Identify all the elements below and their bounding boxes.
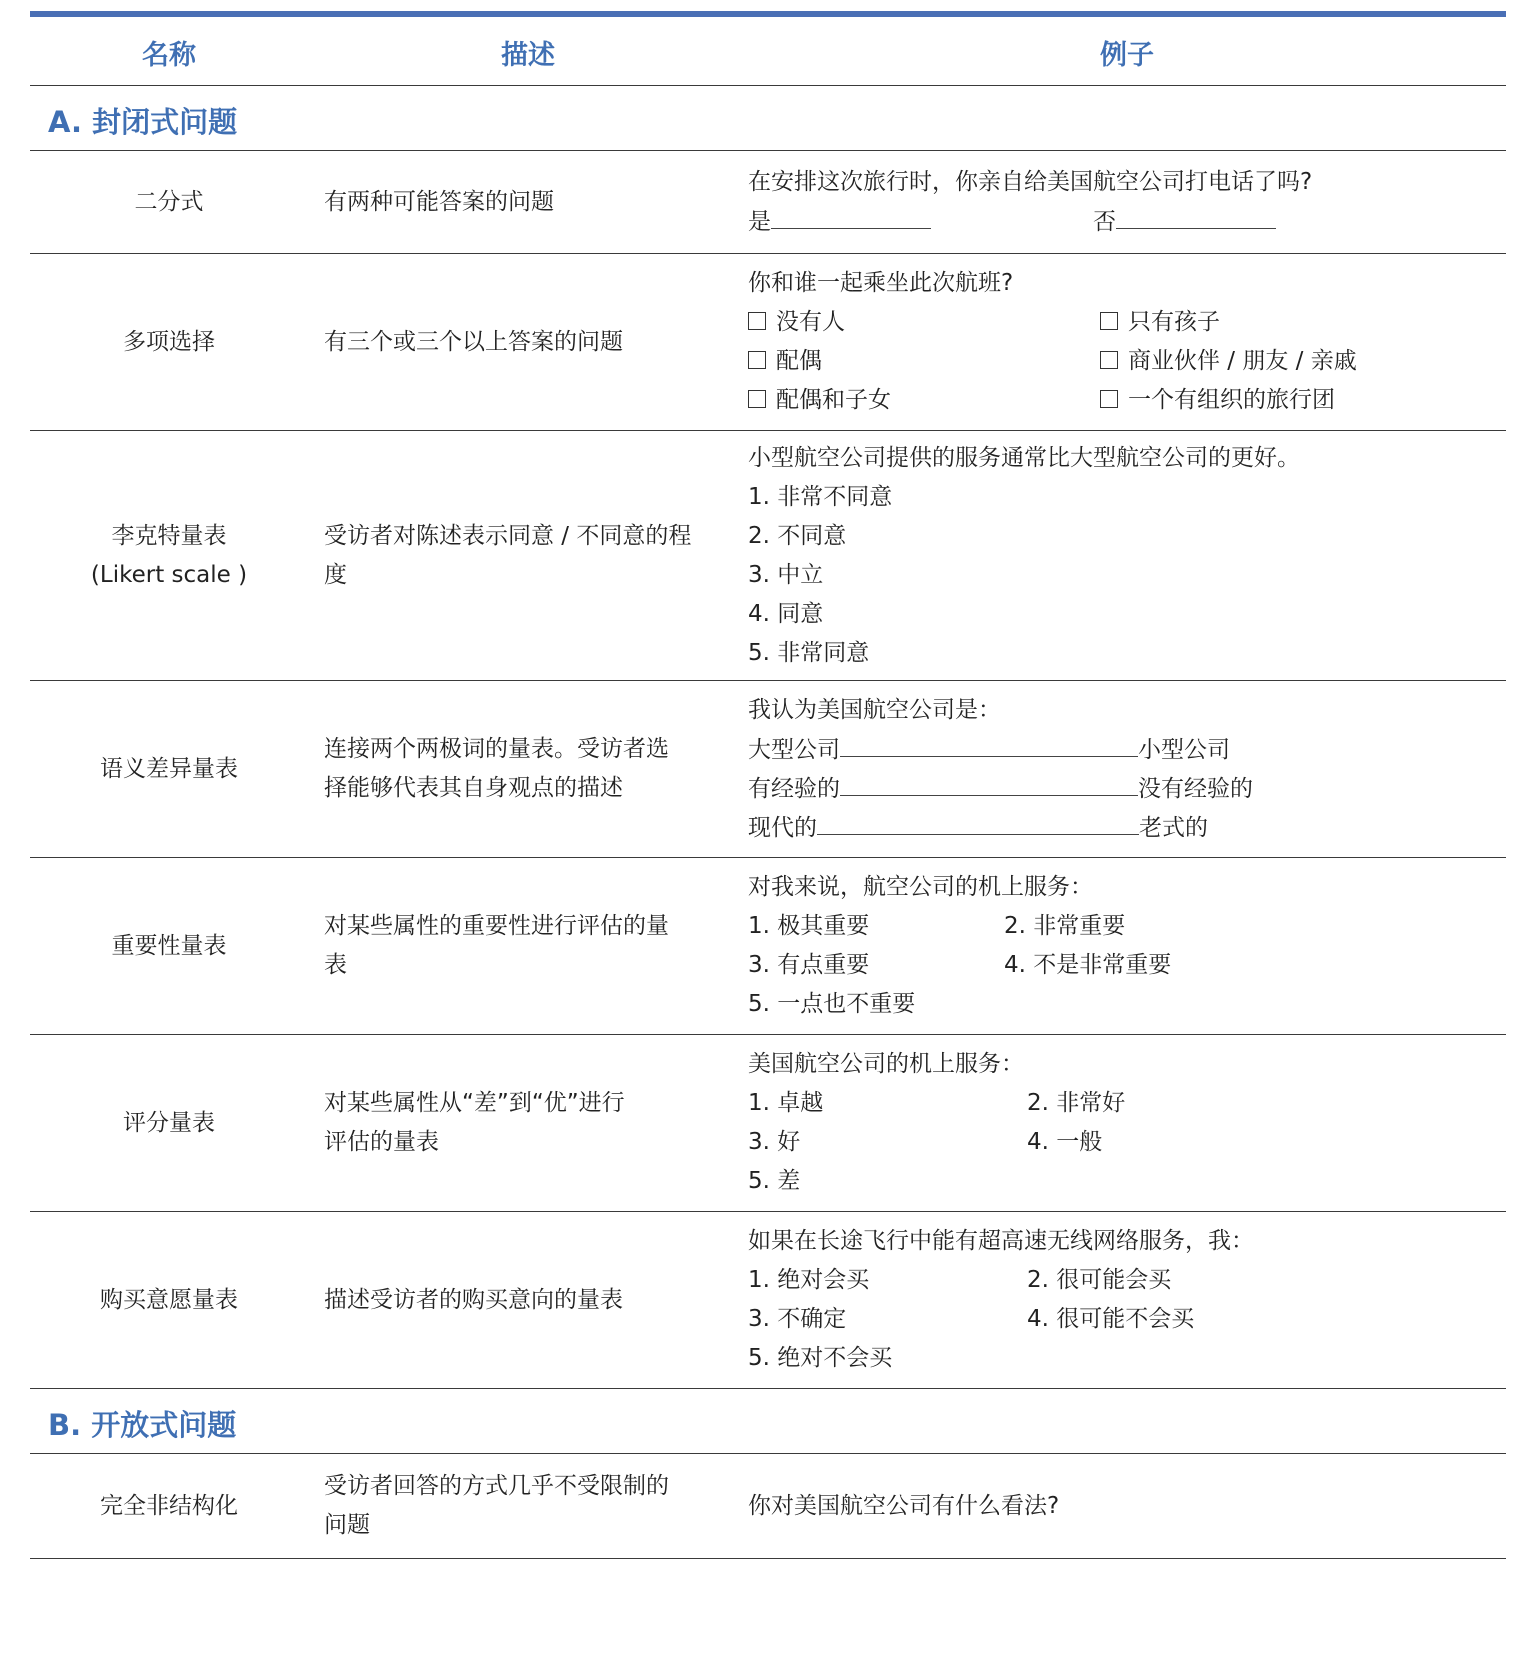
option-label: 1. 绝对会买 — [748, 1267, 870, 1293]
row-description: 受访者回答的方式几乎不受限制的 问题 — [324, 1473, 669, 1538]
table-row-unstructured — [30, 1454, 1506, 1559]
table-header — [30, 17, 1506, 86]
row-name: 二分式 — [134, 188, 204, 215]
example-question: 美国航空公司的机上服务： — [748, 1051, 1024, 1077]
row-example — [748, 254, 1506, 430]
option-label: 配偶 — [776, 348, 822, 374]
row-description: 描述受访者的购买意向的量表 — [324, 1286, 623, 1313]
row-example — [748, 431, 1506, 680]
yes-label: 是 — [748, 209, 771, 235]
row-description: 连接两个两极词的量表。受访者选 择能够代表其自身观点的描述 — [324, 736, 669, 801]
row-description: 对某些属性从“差”到“优”进行 评估的量表 — [324, 1090, 625, 1155]
semantic-pair: 现代的 老式的 — [748, 808, 1506, 847]
option-label: 3. 中立 — [748, 561, 824, 588]
option-label: 5. 非常同意 — [748, 639, 870, 666]
table-row-dichotomous — [30, 151, 1506, 254]
checkbox[interactable] — [748, 351, 766, 369]
example-question: 小型航空公司提供的服务通常比大型航空公司的更好。 — [748, 444, 1300, 471]
header-example: 例子 — [1100, 40, 1154, 71]
option-label: 配偶和子女 — [776, 387, 891, 413]
semantic-pair: 有经验的 没有经验的 — [748, 769, 1506, 808]
header-name: 名称 — [142, 40, 196, 71]
example-question: 我认为美国航空公司是： — [748, 697, 1001, 723]
option-label: 1. 卓越 — [748, 1090, 824, 1116]
checkbox[interactable] — [748, 312, 766, 330]
scale-blank — [840, 769, 1138, 796]
table-row-importance — [30, 858, 1506, 1035]
option-label: 4. 同意 — [748, 600, 824, 627]
scale-blank — [840, 730, 1138, 757]
row-name: 李克特量表 (Likert scale ) — [90, 522, 248, 588]
yes-no-line — [748, 202, 1506, 241]
row-description: 有三个或三个以上答案的问题 — [324, 328, 623, 355]
row-name: 评分量表 — [123, 1109, 215, 1136]
example-question: 对我来说，航空公司的机上服务： — [748, 874, 1093, 900]
option-label: 只有孩子 — [1128, 309, 1220, 335]
option-label: 4. 很可能不会买 — [1027, 1306, 1195, 1332]
table-row-semantic-differential — [30, 681, 1506, 858]
table-row-multiple-choice — [30, 254, 1506, 431]
scale-blank — [817, 808, 1139, 835]
no-blank — [1116, 202, 1276, 229]
row-description: 有两种可能答案的问题 — [324, 188, 554, 215]
option-label: 3. 不确定 — [748, 1306, 847, 1332]
row-example — [748, 151, 1506, 253]
row-description: 对某些属性的重要性进行评估的量 表 — [324, 913, 669, 978]
table-row-purchase-intent — [30, 1212, 1506, 1389]
option-label: 5. 差 — [748, 1168, 801, 1194]
checkbox[interactable] — [1100, 312, 1118, 330]
example-question: 在安排这次旅行时，你亲自给美国航空公司打电话了吗? — [748, 169, 1313, 195]
table-row-likert — [30, 431, 1506, 681]
row-description: 受访者对陈述表示同意 / 不同意的程 度 — [324, 522, 692, 588]
checkbox[interactable] — [1100, 351, 1118, 369]
option-label: 4. 一般 — [1027, 1129, 1103, 1155]
row-name: 购买意愿量表 — [100, 1286, 238, 1313]
option-label: 2. 非常重要 — [1004, 913, 1126, 939]
option-label: 没有人 — [776, 309, 845, 335]
row-example — [748, 1035, 1506, 1211]
option-label: 5. 一点也不重要 — [748, 991, 916, 1017]
example-question: 你和谁一起乘坐此次航班? — [748, 270, 1014, 296]
example-question: 你对美国航空公司有什么看法? — [748, 1492, 1060, 1519]
row-name: 完全非结构化 — [100, 1492, 238, 1519]
section-open-questions — [30, 1389, 1506, 1454]
option-label: 1. 极其重要 — [748, 913, 870, 939]
option-label: 商业伙伴 / 朋友 / 亲戚 — [1128, 348, 1357, 374]
option-label: 3. 好 — [748, 1129, 801, 1155]
option-label: 3. 有点重要 — [748, 952, 870, 978]
option-label: 4. 不是非常重要 — [1004, 952, 1172, 978]
option-label: 5. 绝对不会买 — [748, 1345, 893, 1371]
semantic-pair: 大型公司 小型公司 — [748, 730, 1506, 769]
row-example — [748, 1212, 1506, 1388]
section-closed-questions — [30, 86, 1506, 151]
row-example — [748, 858, 1506, 1034]
yes-blank — [771, 202, 931, 229]
table-row-rating — [30, 1035, 1506, 1212]
checkbox[interactable] — [1100, 390, 1118, 408]
row-example — [748, 1454, 1506, 1558]
option-label: 2. 很可能会买 — [1027, 1267, 1172, 1293]
checkbox[interactable] — [748, 390, 766, 408]
row-name: 语义差异量表 — [100, 755, 238, 782]
header-description: 描述 — [501, 40, 555, 71]
row-name: 多项选择 — [123, 328, 215, 355]
row-name: 重要性量表 — [111, 932, 227, 959]
no-label: 否 — [1093, 209, 1116, 235]
option-label: 1. 非常不同意 — [748, 483, 893, 510]
example-question: 如果在长途飞行中能有超高速无线网络服务，我： — [748, 1228, 1254, 1254]
option-label: 2. 不同意 — [748, 522, 847, 549]
question-types-table — [30, 11, 1506, 1559]
option-label: 2. 非常好 — [1027, 1090, 1126, 1116]
section-title: A. 封闭式问题 — [48, 105, 238, 139]
row-example — [748, 681, 1506, 857]
option-label: 一个有组织的旅行团 — [1128, 387, 1335, 413]
section-title: B. 开放式问题 — [48, 1408, 237, 1442]
